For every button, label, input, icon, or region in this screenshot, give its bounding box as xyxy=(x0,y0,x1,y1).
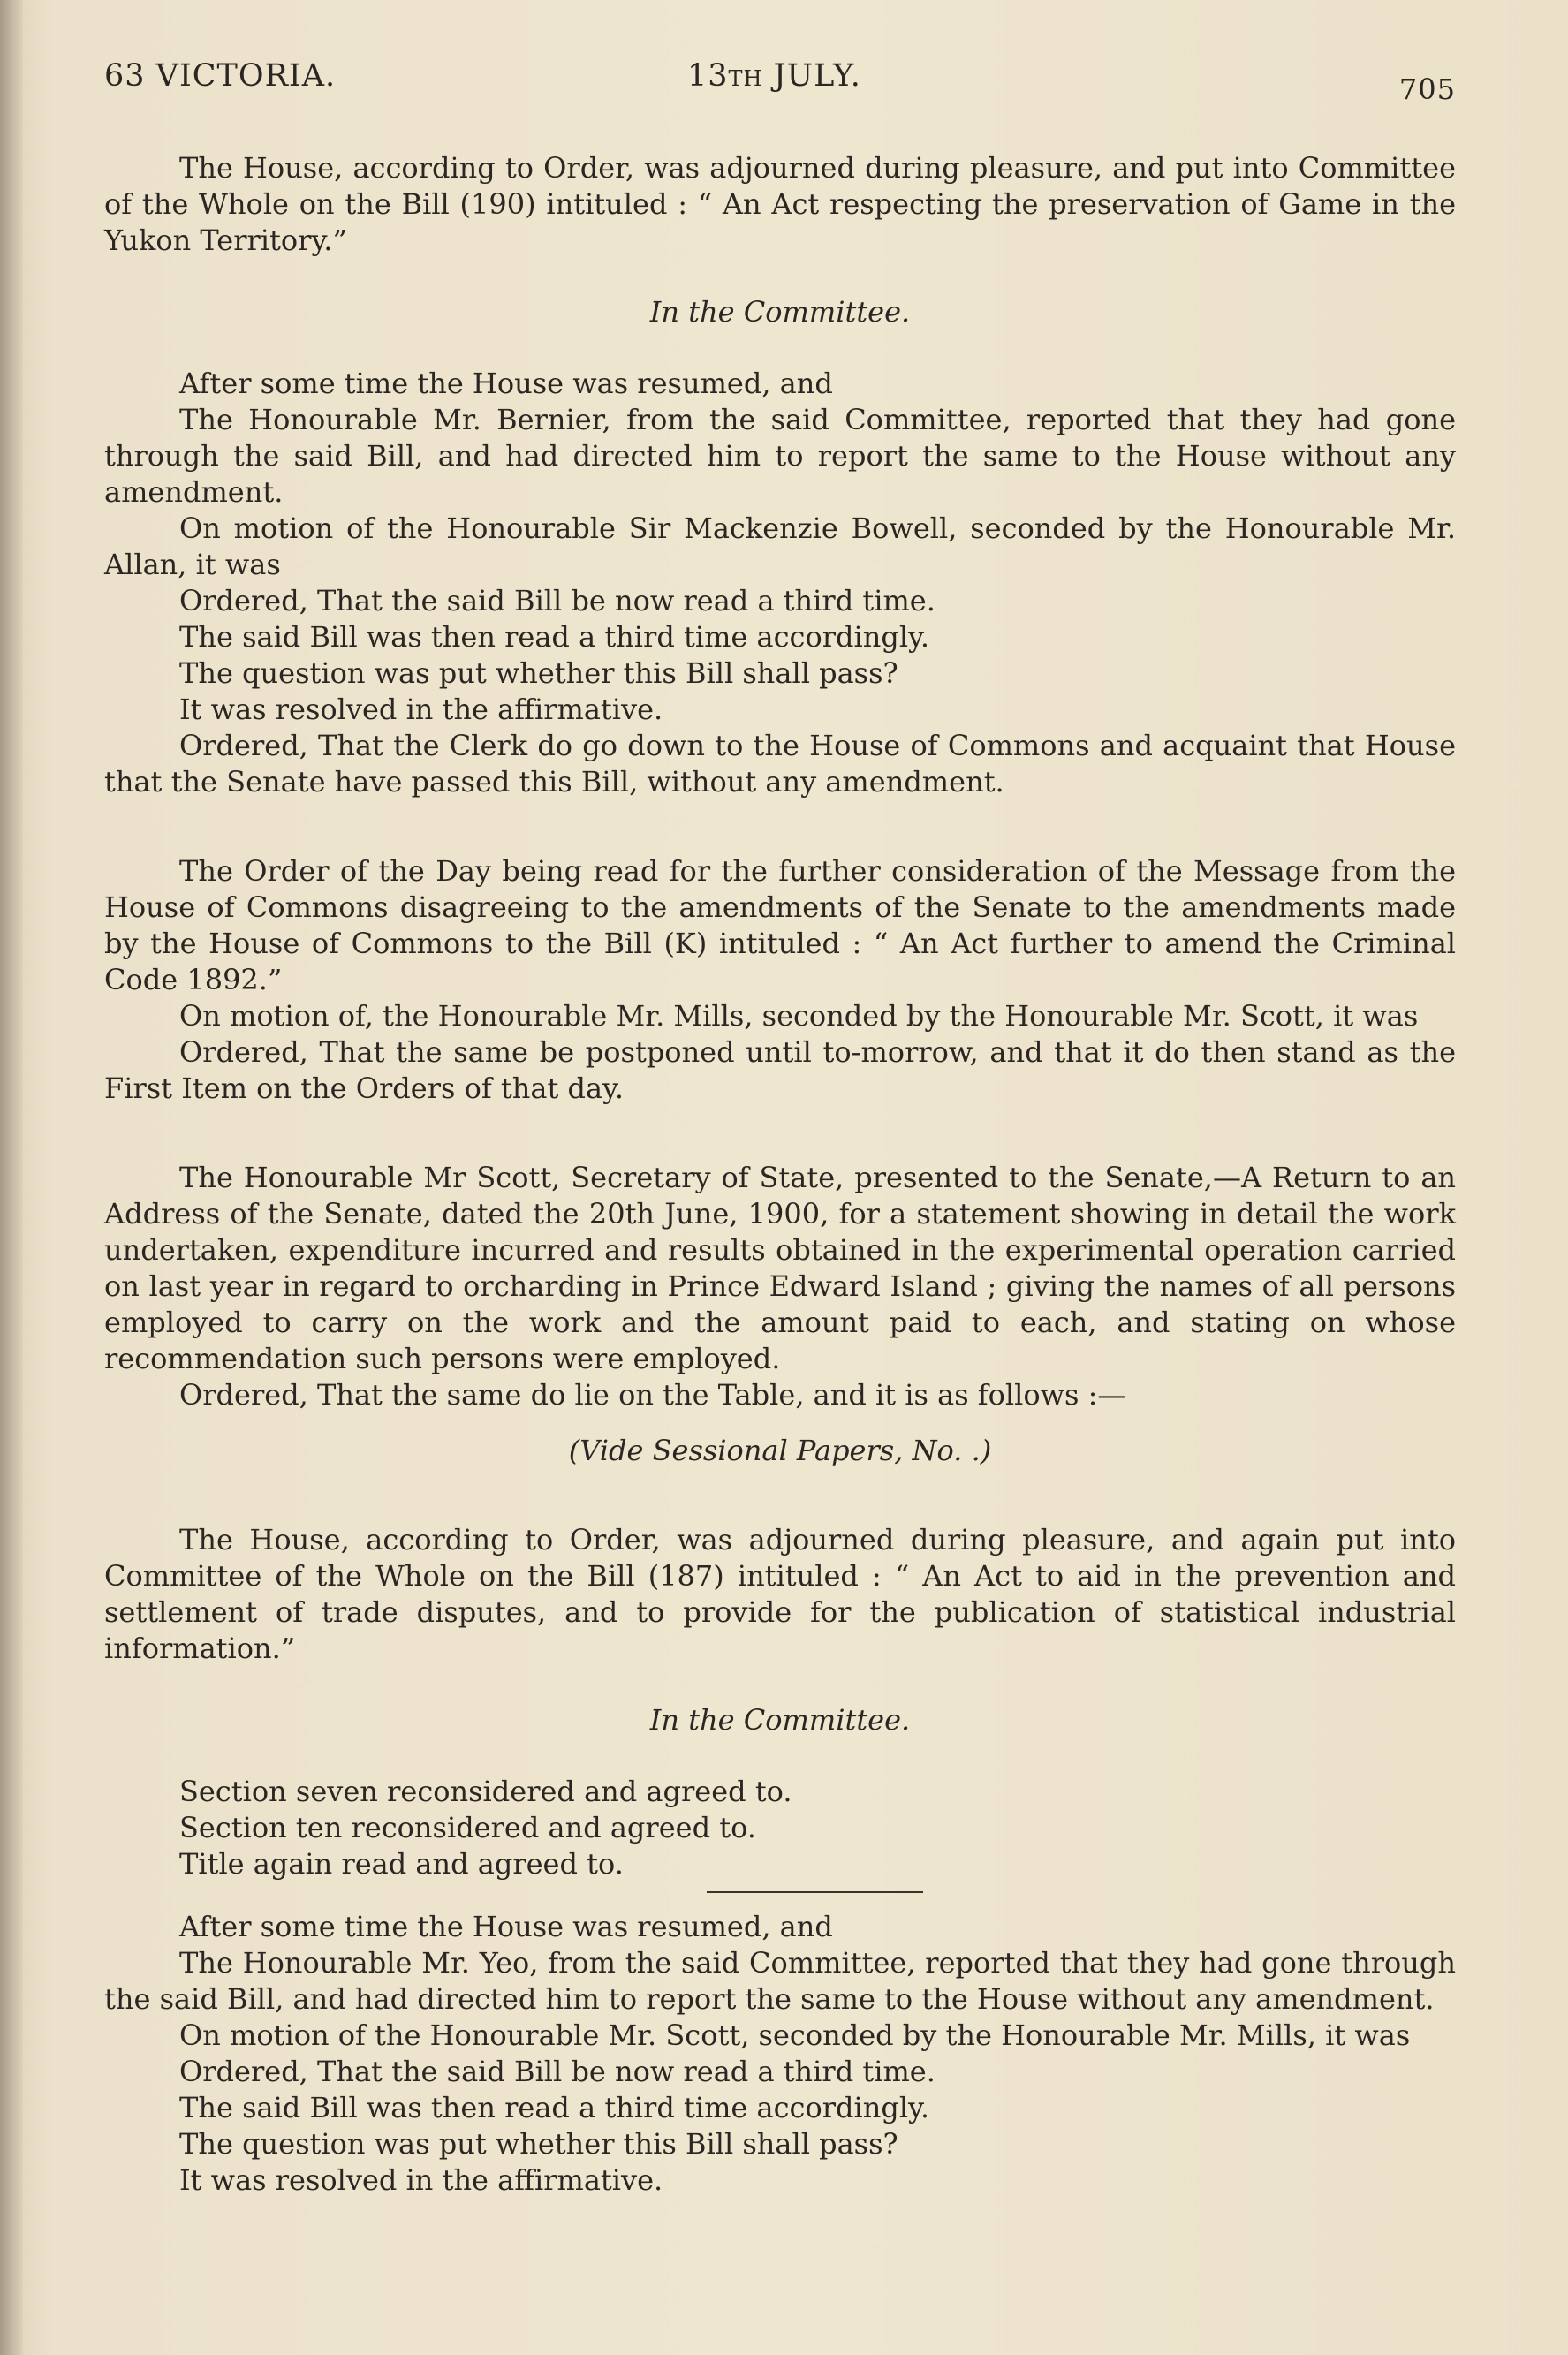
section-item: Section seven reconsidered and agreed to. xyxy=(179,1775,792,1808)
paragraph-resumed: After some time the House was resumed, and xyxy=(179,367,833,400)
divider-rule xyxy=(707,1891,923,1893)
paragraph-read-third-time-2: The said Bill was then read a third time accordingly. xyxy=(179,2091,930,2124)
paragraph-trade-disputes-intro: The House, according to Order, was adjourned during pleasure, and again put into Committee of the Whole on the Bill (187) intituled : “ An Act to aid in the prevention and settlement of trade disputes, and to provide for the publication of statistical industrial information.” xyxy=(104,1523,1456,1665)
paragraph-ordered-postponed: Ordered, That the same be postponed until to-morrow, and that it do then stand as the First Item on the Orders of that day. xyxy=(104,1035,1456,1105)
paragraph-yeo-report: The Honourable Mr. Yeo, from the said Committee, reported that they had gone through the said Bill, and had directed him to report the same to the House without any amendment. xyxy=(104,1946,1456,2016)
paragraph-motion-mills: On motion of, the Honourable Mr. Mills, seconded by the Honourable Mr. Scott, it was xyxy=(179,999,1419,1033)
paragraph-game-bill-intro: The House, according to Order, was adjourned during pleasure, and put into Committee of the Whole on the Bill (190) intituled : “ An Act respecting the preservation of Game in the Yukon Territory.” xyxy=(104,151,1456,257)
header-date: 13TH JULY. xyxy=(687,58,861,94)
paragraph-motion-scott: On motion of the Honourable Mr. Scott, seconded by the Honourable Mr. Mills, it was xyxy=(179,2018,1411,2052)
paragraph-question-pass-2: The question was put whether this Bill shall pass? xyxy=(179,2127,898,2161)
paragraph-resolved-2: It was resolved in the affirmative. xyxy=(179,2163,663,2197)
paragraph-resumed-2: After some time the House was resumed, and xyxy=(179,1910,833,1943)
paragraph-ordered-third-reading-2: Ordered, That the said Bill be now read a third time. xyxy=(179,2055,935,2088)
section-list xyxy=(104,1774,1456,1882)
paragraph-question-pass: The question was put whether this Bill shall pass? xyxy=(179,656,898,690)
header-reign: 63 VICTORIA. xyxy=(104,58,337,94)
committee-heading: In the Committee. xyxy=(649,295,911,329)
paragraph-scott-return: The Honourable Mr Scott, Secretary of State, presented to the Senate,—A Return to an Address of the Senate, dated the 20th June, 1900, for a statement showing in detail the work undertaken, expenditure incurred and results obtained in the experimental operation carried on last year in regard to orcharding in Prince Edward Island ; giving the names of all persons employed to carry on the work and the amount paid to each, and stating on whose recommendation such persons were employed. xyxy=(104,1161,1456,1375)
book-spine-shadow xyxy=(0,0,23,2355)
committee-heading-2: In the Committee. xyxy=(649,1703,911,1737)
paragraph-read-third-time: The said Bill was then read a third time accordingly. xyxy=(179,620,930,654)
section-item: Section ten reconsidered and agreed to. xyxy=(179,1811,756,1844)
page-number: 705 xyxy=(1398,72,1456,106)
section-item: Title again read and agreed to. xyxy=(179,1847,624,1881)
paragraph-bernier-report: The Honourable Mr. Bernier, from the said Committee, reported that they had gone through the said Bill, and had directed him to report the same to the House without any amendment. xyxy=(104,403,1456,509)
page-body xyxy=(104,62,1456,2199)
paragraph-ordered-table: Ordered, That the same do lie on the Table, and it is as follows :— xyxy=(179,1378,1126,1412)
paragraph-order-of-day: The Order of the Day being read for the further consideration of the Message from the House of Commons disagreeing to the amendments of the Senate to the amendments made by the House of Commons to the Bill (K) intituled : “ An Act further to amend the Criminal Code 1892.” xyxy=(104,854,1456,996)
paragraph-motion-bowell: On motion of the Honourable Sir Mackenzie Bowell, seconded by the Honourable Mr. Allan, it was xyxy=(104,511,1456,581)
paragraph-ordered-clerk: Ordered, That the Clerk do go down to the House of Commons and acquaint that House that the Senate have passed this Bill, without any amendment. xyxy=(104,729,1456,799)
paragraph-resolved: It was resolved in the affirmative. xyxy=(179,693,663,726)
vide-sessional-papers: (Vide Sessional Papers, No. .) xyxy=(568,1434,992,1467)
paragraph-ordered-third-reading: Ordered, That the said Bill be now read a third time. xyxy=(179,584,935,617)
